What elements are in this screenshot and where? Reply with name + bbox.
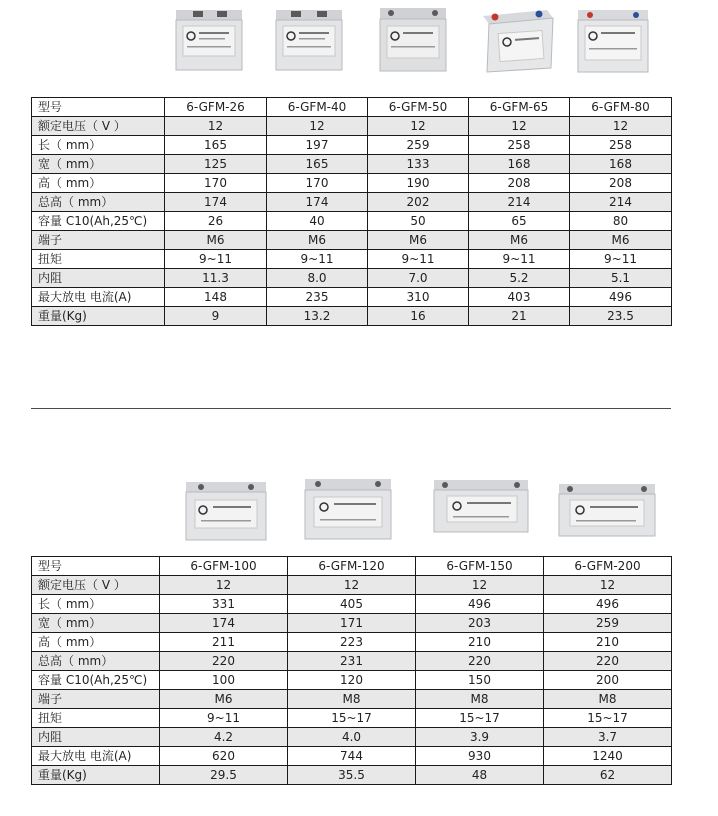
model-header-label: 型号 (32, 557, 160, 576)
spec-value-cell: 5.1 (570, 269, 672, 288)
spec-value-cell: 80 (570, 212, 672, 231)
spec-row-label: 最大放电 电流(A) (32, 747, 160, 766)
model-name-cell: 6-GFM-200 (544, 557, 672, 576)
spec-value-cell: M6 (469, 231, 570, 250)
spec-table-group-1 (31, 97, 672, 326)
spec-value-cell: 65 (469, 212, 570, 231)
spec-value-cell: 23.5 (570, 307, 672, 326)
spec-value-cell: M6 (570, 231, 672, 250)
spec-value-cell: 210 (416, 633, 544, 652)
spec-row-label: 扭矩 (32, 250, 165, 269)
spec-value-cell: 258 (469, 136, 570, 155)
spec-row-label: 端子 (32, 231, 165, 250)
spec-row (32, 747, 672, 766)
spec-value-cell: M6 (160, 690, 288, 709)
spec-value-cell: 496 (570, 288, 672, 307)
spec-value-cell: 165 (165, 136, 267, 155)
spec-row-label: 宽（ mm） (32, 614, 160, 633)
spec-row (32, 307, 672, 326)
spec-row-label: 宽（ mm） (32, 155, 165, 174)
spec-value-cell: 496 (544, 595, 672, 614)
spec-value-cell: 15~17 (416, 709, 544, 728)
spec-value-cell: 8.0 (267, 269, 368, 288)
spec-row (32, 766, 672, 785)
spec-value-cell: 13.2 (267, 307, 368, 326)
spec-value-cell: 125 (165, 155, 267, 174)
spec-value-cell: 174 (165, 193, 267, 212)
spec-value-cell: 214 (570, 193, 672, 212)
spec-value-cell: 7.0 (368, 269, 469, 288)
spec-value-cell: 211 (160, 633, 288, 652)
spec-row-label: 额定电压（ V ） (32, 576, 160, 595)
spec-value-cell: M8 (288, 690, 416, 709)
spec-row (32, 728, 672, 747)
spec-row-label: 长（ mm） (32, 136, 165, 155)
spec-value-cell: 4.2 (160, 728, 288, 747)
spec-row-label: 长（ mm） (32, 595, 160, 614)
spec-value-cell: 4.0 (288, 728, 416, 747)
spec-value-cell: 620 (160, 747, 288, 766)
spec-value-cell: 930 (416, 747, 544, 766)
spec-row (32, 193, 672, 212)
battery-photo-6-gfm-120 (302, 477, 394, 541)
battery-photo-6-gfm-100 (183, 480, 269, 542)
spec-value-cell: 220 (416, 652, 544, 671)
spec-value-cell: 258 (570, 136, 672, 155)
spec-row (32, 250, 672, 269)
spec-value-cell: 16 (368, 307, 469, 326)
spec-row-label: 高（ mm） (32, 174, 165, 193)
spec-value-cell: 15~17 (544, 709, 672, 728)
spec-value-cell: 12 (368, 117, 469, 136)
spec-value-cell: 15~17 (288, 709, 416, 728)
model-header-row (32, 557, 672, 576)
model-header-row (32, 98, 672, 117)
spec-table-group-2 (31, 556, 672, 785)
spec-value-cell: 21 (469, 307, 570, 326)
spec-row (32, 288, 672, 307)
spec-row-label: 总高（ mm） (32, 193, 165, 212)
model-name-cell: 6-GFM-80 (570, 98, 672, 117)
spec-value-cell: 744 (288, 747, 416, 766)
battery-photo-6-gfm-200 (556, 482, 658, 538)
spec-value-cell: 40 (267, 212, 368, 231)
spec-row-label: 容量 C10(Ah,25℃) (32, 212, 165, 231)
spec-value-cell: 150 (416, 671, 544, 690)
battery-photo-6-gfm-26 (173, 8, 245, 72)
model-name-cell: 6-GFM-100 (160, 557, 288, 576)
spec-value-cell: 202 (368, 193, 469, 212)
spec-row-label: 内阻 (32, 269, 165, 288)
battery-photo-6-gfm-150 (431, 478, 531, 534)
spec-value-cell: 223 (288, 633, 416, 652)
spec-value-cell: 5.2 (469, 269, 570, 288)
spec-row (32, 709, 672, 728)
model-name-cell: 6-GFM-26 (165, 98, 267, 117)
spec-value-cell: 12 (416, 576, 544, 595)
spec-row (32, 595, 672, 614)
spec-row-label: 高（ mm） (32, 633, 160, 652)
model-name-cell: 6-GFM-50 (368, 98, 469, 117)
spec-row-label: 容量 C10(Ah,25℃) (32, 671, 160, 690)
spec-value-cell: 9~11 (469, 250, 570, 269)
spec-value-cell: 190 (368, 174, 469, 193)
spec-row (32, 690, 672, 709)
spec-value-cell: 200 (544, 671, 672, 690)
spec-value-cell: 259 (544, 614, 672, 633)
spec-row-label: 扭矩 (32, 709, 160, 728)
model-header-label: 型号 (32, 98, 165, 117)
spec-value-cell: 11.3 (165, 269, 267, 288)
spec-value-cell: 12 (288, 576, 416, 595)
spec-value-cell: 220 (160, 652, 288, 671)
spec-value-cell: 168 (469, 155, 570, 174)
spec-value-cell: 12 (469, 117, 570, 136)
battery-photo-6-gfm-50 (377, 6, 449, 74)
spec-value-cell: 62 (544, 766, 672, 785)
spec-value-cell: 12 (160, 576, 288, 595)
spec-row-label: 端子 (32, 690, 160, 709)
battery-photo-6-gfm-65 (477, 6, 557, 74)
spec-value-cell: 231 (288, 652, 416, 671)
spec-value-cell: 214 (469, 193, 570, 212)
spec-value-cell: 170 (165, 174, 267, 193)
spec-value-cell: 9~11 (368, 250, 469, 269)
spec-value-cell: 496 (416, 595, 544, 614)
spec-value-cell: 12 (267, 117, 368, 136)
spec-row (32, 136, 672, 155)
spec-value-cell: 9~11 (165, 250, 267, 269)
spec-value-cell: 165 (267, 155, 368, 174)
spec-value-cell: 331 (160, 595, 288, 614)
spec-value-cell: 259 (368, 136, 469, 155)
spec-row (32, 269, 672, 288)
spec-row (32, 614, 672, 633)
spec-value-cell: 171 (288, 614, 416, 633)
spec-value-cell: 235 (267, 288, 368, 307)
spec-value-cell: 9 (165, 307, 267, 326)
spec-value-cell: M6 (267, 231, 368, 250)
spec-row (32, 155, 672, 174)
spec-row-label: 额定电压（ V ） (32, 117, 165, 136)
spec-value-cell: M8 (416, 690, 544, 709)
spec-value-cell: 100 (160, 671, 288, 690)
spec-value-cell: 48 (416, 766, 544, 785)
spec-row-label: 重量(Kg) (32, 766, 160, 785)
spec-row (32, 576, 672, 595)
spec-value-cell: 3.9 (416, 728, 544, 747)
spec-value-cell: 12 (544, 576, 672, 595)
spec-value-cell: 12 (165, 117, 267, 136)
spec-value-cell: 174 (267, 193, 368, 212)
spec-row (32, 212, 672, 231)
spec-value-cell: 210 (544, 633, 672, 652)
spec-row (32, 652, 672, 671)
spec-row (32, 117, 672, 136)
spec-value-cell: M8 (544, 690, 672, 709)
spec-value-cell: 174 (160, 614, 288, 633)
spec-value-cell: 9~11 (160, 709, 288, 728)
spec-value-cell: 35.5 (288, 766, 416, 785)
spec-value-cell: 12 (570, 117, 672, 136)
spec-value-cell: 26 (165, 212, 267, 231)
spec-value-cell: 50 (368, 212, 469, 231)
model-name-cell: 6-GFM-65 (469, 98, 570, 117)
spec-value-cell: 208 (570, 174, 672, 193)
spec-value-cell: 29.5 (160, 766, 288, 785)
spec-value-cell: 148 (165, 288, 267, 307)
spec-row-label: 总高（ mm） (32, 652, 160, 671)
spec-value-cell: 120 (288, 671, 416, 690)
spec-value-cell: 168 (570, 155, 672, 174)
spec-row-label: 内阻 (32, 728, 160, 747)
spec-value-cell: 405 (288, 595, 416, 614)
spec-value-cell: 310 (368, 288, 469, 307)
spec-value-cell: 170 (267, 174, 368, 193)
battery-photo-6-gfm-40 (273, 8, 345, 72)
spec-value-cell: 197 (267, 136, 368, 155)
spec-row (32, 633, 672, 652)
spec-value-cell: 1240 (544, 747, 672, 766)
spec-row (32, 174, 672, 193)
spec-value-cell: 3.7 (544, 728, 672, 747)
spec-value-cell: 133 (368, 155, 469, 174)
spec-value-cell: 220 (544, 652, 672, 671)
spec-row-label: 最大放电 电流(A) (32, 288, 165, 307)
spec-row-label: 重量(Kg) (32, 307, 165, 326)
model-name-cell: 6-GFM-40 (267, 98, 368, 117)
section-divider (31, 408, 671, 409)
spec-value-cell: M6 (165, 231, 267, 250)
spec-value-cell: 203 (416, 614, 544, 633)
spec-value-cell: 9~11 (267, 250, 368, 269)
spec-value-cell: 403 (469, 288, 570, 307)
model-name-cell: 6-GFM-150 (416, 557, 544, 576)
spec-value-cell: 208 (469, 174, 570, 193)
model-name-cell: 6-GFM-120 (288, 557, 416, 576)
spec-value-cell: 9~11 (570, 250, 672, 269)
battery-photo-6-gfm-80 (575, 8, 651, 74)
spec-row (32, 671, 672, 690)
spec-value-cell: M6 (368, 231, 469, 250)
spec-row (32, 231, 672, 250)
